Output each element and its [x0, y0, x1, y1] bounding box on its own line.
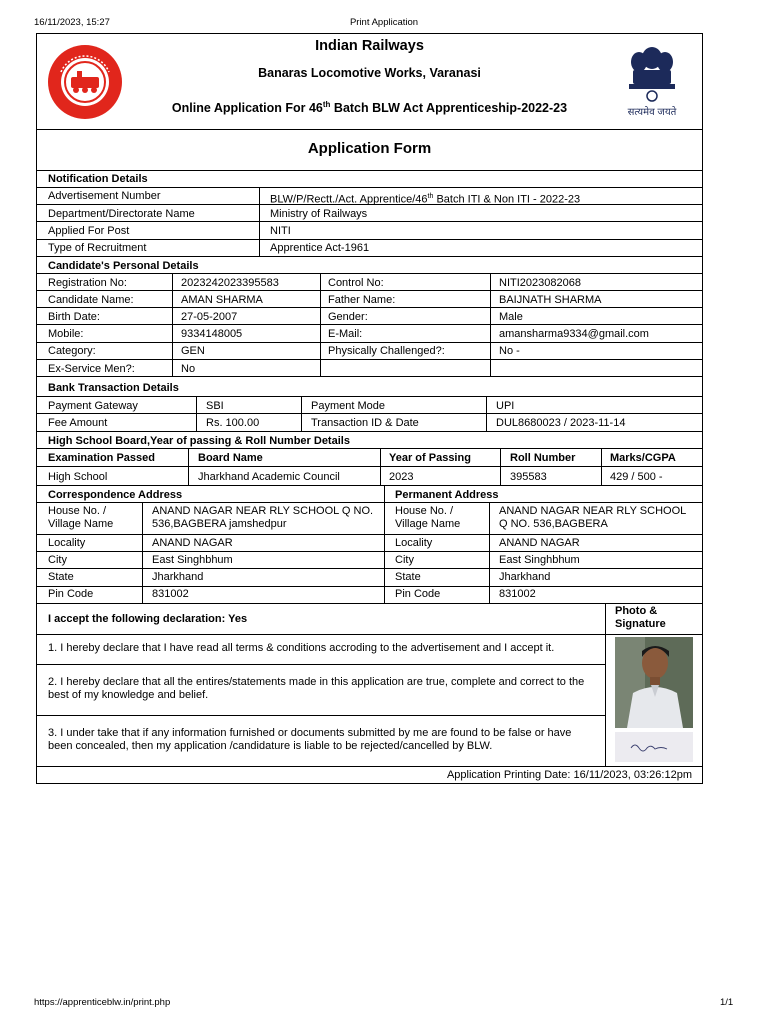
corr-house-value: ANAND NAGAR NEAR RLY SCHOOL Q NO. 536,BAGBERA jamshedpur — [152, 505, 374, 530]
applied-post-value: NITI — [270, 225, 291, 237]
registration-label: Registration No: — [48, 277, 127, 289]
perm-state-value: Jharkhand — [499, 571, 551, 583]
corr-city-label: City — [48, 554, 67, 566]
bank-heading: Bank Transaction Details — [48, 382, 179, 394]
declaration-item-3: 3. I under take that if any information furnished or documents submitted by me are found to be false or have been concealed, then my application /candidature is liable to be rejected/cancelled by BLW. — [48, 727, 572, 752]
ex-service-label: Ex-Service Men?: — [48, 363, 135, 375]
candidate-signature — [615, 732, 693, 762]
perm-house-value: ANAND NAGAR NEAR RLY SCHOOL Q NO. 536,BAGBERA — [499, 505, 686, 530]
page-count: 1/1 — [720, 997, 734, 1008]
ex-service-value: No — [181, 363, 196, 375]
application-form — [36, 33, 703, 784]
email-label: E-Mail: — [328, 328, 363, 340]
registration-value: 2023242023395583 — [181, 277, 279, 289]
notification-heading: Notification Details — [48, 173, 148, 185]
transaction-label: Transaction ID & Date — [311, 417, 419, 429]
correspondence-heading: Correspondence Address — [48, 489, 183, 501]
gender-label: Gender: — [328, 311, 368, 323]
physically-challenged-value: No - — [499, 345, 520, 357]
emblem-motto: सत्यमेव जयते — [627, 107, 677, 118]
board-name-value: Jharkhand Academic Council — [198, 471, 340, 483]
corr-pin-label: Pin Code — [48, 588, 94, 600]
col-marks: Marks/CGPA — [610, 452, 676, 464]
personal-heading: Candidate's Personal Details — [48, 260, 199, 272]
birth-date-value: 27-05-2007 — [181, 311, 238, 323]
perm-locality-label: Locality — [395, 537, 433, 549]
applied-post-label: Applied For Post — [48, 225, 130, 237]
declaration-item-1: 1. I hereby declare that I have read all terms & conditions accroding to the advertisement and I accept it. — [48, 642, 555, 654]
year-passing-value: 2023 — [389, 471, 414, 483]
category-label: Category: — [48, 345, 96, 357]
col-exam-passed: Examination Passed — [48, 452, 155, 464]
photo-signature-label: Photo & Signature — [615, 605, 666, 630]
department-label: Department/Directorate Name — [48, 208, 195, 220]
candidate-name-value: AMAN SHARMA — [181, 294, 263, 306]
org-unit: Banaras Locomotive Works, Varanasi — [258, 66, 481, 80]
form-title: Application Form — [307, 140, 432, 157]
state-emblem — [617, 44, 687, 120]
perm-locality-value: ANAND NAGAR — [499, 537, 580, 549]
advertisement-number-value: BLW/P/Rectt./Act. Apprentice/46th Batch ITI & Non ITI - 2022-23 — [270, 193, 581, 206]
recruitment-title: Online Application For 46th Batch BLW Act Apprenticeship-2022-23 — [171, 100, 568, 116]
recruitment-type-value: Apprentice Act-1961 — [270, 242, 370, 254]
col-roll-number: Roll Number — [510, 452, 576, 464]
perm-city-label: City — [395, 554, 414, 566]
payment-gateway-value: SBI — [206, 400, 224, 412]
control-no-label: Control No: — [328, 277, 384, 289]
corr-city-value: East Singhbhum — [152, 554, 233, 566]
fee-amount-label: Fee Amount — [48, 417, 108, 429]
control-no-value: NITI2023082068 — [499, 277, 581, 289]
form-header — [37, 34, 702, 129]
print-datetime: 16/11/2023, 15:27 — [34, 17, 110, 28]
org-name: Indian Railways — [315, 38, 424, 54]
declaration-item-2: 2. I hereby declare that all the entires/statements made in this application are true, complete and correct to the best of my knowledge and belief. — [48, 676, 585, 701]
col-year-passing: Year of Passing — [389, 452, 471, 464]
perm-city-value: East Singhbhum — [499, 554, 580, 566]
payment-mode-value: UPI — [496, 400, 515, 412]
candidate-photo — [615, 637, 693, 728]
category-value: GEN — [181, 345, 205, 357]
perm-house-label: House No. / Village Name — [395, 505, 461, 530]
perm-pin-value: 831002 — [499, 588, 536, 600]
mobile-label: Mobile: — [48, 328, 84, 340]
corr-pin-value: 831002 — [152, 588, 189, 600]
payment-gateway-label: Payment Gateway — [48, 400, 138, 412]
mobile-value: 9334148005 — [181, 328, 243, 340]
corr-house-label: House No. / Village Name — [48, 505, 114, 530]
corr-state-value: Jharkhand — [152, 571, 204, 583]
recruitment-type-label: Type of Recruitment — [48, 242, 147, 254]
marks-value: 429 / 500 - — [610, 471, 663, 483]
corr-state-label: State — [48, 571, 74, 583]
school-heading: High School Board,Year of passing & Roll Number Details — [48, 435, 350, 447]
corr-locality-value: ANAND NAGAR — [152, 537, 233, 549]
perm-pin-label: Pin Code — [395, 588, 441, 600]
permanent-heading: Permanent Address — [395, 489, 499, 501]
print-date: Application Printing Date: 16/11/2023, 03:26:12pm — [446, 769, 692, 781]
candidate-name-label: Candidate Name: — [48, 294, 134, 306]
declaration-heading: I accept the following declaration: Yes — [48, 613, 248, 625]
print-page-title: Print Application — [349, 17, 419, 28]
department-value: Ministry of Railways — [270, 208, 368, 220]
father-name-value: BAIJNATH SHARMA — [499, 294, 602, 306]
fee-amount-value: Rs. 100.00 — [206, 417, 260, 429]
physically-challenged-label: Physically Challenged?: — [328, 345, 445, 357]
page-url[interactable]: https://apprenticeblw.in/print.php — [34, 997, 171, 1008]
birth-date-label: Birth Date: — [48, 311, 100, 323]
father-name-label: Father Name: — [328, 294, 396, 306]
transaction-value: DUL8680023 / 2023-11-14 — [496, 417, 626, 429]
advertisement-number-label: Advertisement Number — [48, 190, 161, 202]
exam-passed-value: High School — [48, 471, 108, 483]
gender-value: Male — [499, 311, 523, 323]
email-value: amansharma9334@gmail.com — [499, 328, 649, 340]
perm-state-label: State — [395, 571, 421, 583]
col-board-name: Board Name — [198, 452, 263, 464]
roll-number-value: 395583 — [510, 471, 547, 483]
payment-mode-label: Payment Mode — [311, 400, 385, 412]
corr-locality-label: Locality — [48, 537, 86, 549]
